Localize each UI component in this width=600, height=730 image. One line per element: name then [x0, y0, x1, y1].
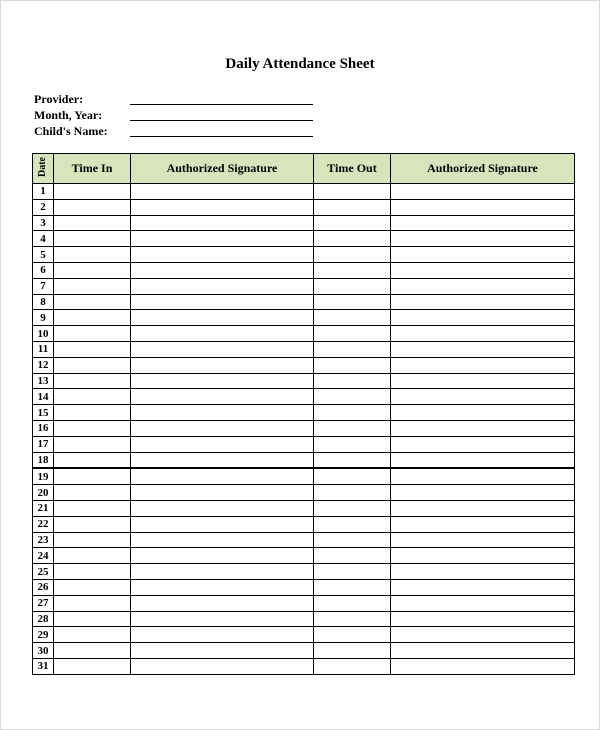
signature-in-cell[interactable]: [131, 452, 314, 468]
signature-in-cell[interactable]: [131, 357, 314, 373]
time-out-cell[interactable]: [314, 294, 391, 310]
time-out-cell[interactable]: [314, 532, 391, 548]
time-out-cell[interactable]: [314, 420, 391, 436]
signature-in-cell[interactable]: [131, 215, 314, 231]
day-number: 13: [33, 373, 54, 389]
day-number: 26: [33, 579, 54, 595]
time-in-cell[interactable]: [54, 326, 131, 342]
time-out-cell[interactable]: [314, 595, 391, 611]
signature-in-cell[interactable]: [131, 294, 314, 310]
signature-in-cell[interactable]: [131, 516, 314, 532]
table-row: [33, 405, 575, 421]
signature-in-cell[interactable]: [131, 262, 314, 278]
day-number: 21: [33, 500, 54, 516]
child-name-input-line[interactable]: [130, 136, 313, 137]
time-out-cell[interactable]: [314, 278, 391, 294]
info-fields: [34, 90, 324, 138]
day-number: 23: [33, 532, 54, 548]
signature-out-cell[interactable]: [391, 231, 575, 247]
signature-in-cell[interactable]: [131, 341, 314, 357]
time-in-cell[interactable]: [54, 516, 131, 532]
signature-in-cell[interactable]: [131, 468, 314, 484]
day-number: 27: [33, 595, 54, 611]
time-in-cell[interactable]: [54, 373, 131, 389]
time-in-cell[interactable]: [54, 579, 131, 595]
time-out-cell[interactable]: [314, 485, 391, 501]
signature-in-cell[interactable]: [131, 405, 314, 421]
day-number: 6: [33, 262, 54, 278]
signature-out-cell[interactable]: [391, 548, 575, 564]
signature-out-cell[interactable]: [391, 643, 575, 659]
signature-in-cell[interactable]: [131, 278, 314, 294]
table-row: [33, 611, 575, 627]
time-out-cell[interactable]: [314, 310, 391, 326]
day-number: 11: [33, 341, 54, 357]
day-number: 14: [33, 389, 54, 405]
time-out-cell[interactable]: [314, 341, 391, 357]
time-out-cell[interactable]: [314, 643, 391, 659]
day-number: 28: [33, 611, 54, 627]
signature-out-cell[interactable]: [391, 611, 575, 627]
time-in-cell[interactable]: [54, 215, 131, 231]
signature-in-cell[interactable]: [131, 436, 314, 452]
signature-out-cell[interactable]: [391, 658, 575, 674]
time-in-cell[interactable]: [54, 184, 131, 200]
signature-out-cell[interactable]: [391, 452, 575, 468]
table-row: [33, 341, 575, 357]
time-in-cell[interactable]: [54, 405, 131, 421]
time-in-cell[interactable]: [54, 532, 131, 548]
signature-in-cell[interactable]: [131, 247, 314, 263]
time-out-cell[interactable]: [314, 326, 391, 342]
time-in-cell[interactable]: [54, 485, 131, 501]
signature-out-cell[interactable]: [391, 627, 575, 643]
signature-out-cell[interactable]: [391, 310, 575, 326]
signature-in-cell[interactable]: [131, 627, 314, 643]
signature-in-cell[interactable]: [131, 658, 314, 674]
signature-in-cell[interactable]: [131, 548, 314, 564]
child-name-field: [34, 122, 324, 138]
table-row: [33, 231, 575, 247]
time-in-cell[interactable]: [54, 310, 131, 326]
time-out-cell[interactable]: [314, 468, 391, 484]
signature-in-cell[interactable]: [131, 532, 314, 548]
time-in-cell[interactable]: [54, 341, 131, 357]
signature-out-cell[interactable]: [391, 436, 575, 452]
signature-in-cell[interactable]: [131, 485, 314, 501]
table-row: [33, 564, 575, 580]
signature-out-cell[interactable]: [391, 564, 575, 580]
day-number: 2: [33, 199, 54, 215]
table-row: [33, 294, 575, 310]
signature-out-cell[interactable]: [391, 278, 575, 294]
signature-out-cell[interactable]: [391, 373, 575, 389]
time-out-cell[interactable]: [314, 627, 391, 643]
time-in-cell[interactable]: [54, 564, 131, 580]
time-in-cell[interactable]: [54, 420, 131, 436]
day-number: 12: [33, 357, 54, 373]
table-row: [33, 516, 575, 532]
table-row: [33, 420, 575, 436]
month-year-input-line[interactable]: [130, 120, 313, 121]
table-row: [33, 326, 575, 342]
time-out-cell[interactable]: [314, 215, 391, 231]
signature-out-cell[interactable]: [391, 184, 575, 200]
signature-out-cell[interactable]: [391, 215, 575, 231]
day-number: 20: [33, 485, 54, 501]
signature-out-cell[interactable]: [391, 357, 575, 373]
table-row: [33, 310, 575, 326]
signature-in-cell[interactable]: [131, 310, 314, 326]
table-row: [33, 184, 575, 200]
signature-out-cell[interactable]: [391, 262, 575, 278]
time-out-cell[interactable]: [314, 564, 391, 580]
time-out-cell[interactable]: [314, 184, 391, 200]
signature-out-cell[interactable]: [391, 420, 575, 436]
month-year-field: [34, 106, 324, 122]
signature-out-cell[interactable]: [391, 516, 575, 532]
signature-out-cell[interactable]: [391, 500, 575, 516]
table-row: [33, 278, 575, 294]
day-number: 1: [33, 184, 54, 200]
signature-in-cell[interactable]: [131, 326, 314, 342]
time-in-cell[interactable]: [54, 278, 131, 294]
signature-in-cell[interactable]: [131, 231, 314, 247]
time-out-cell[interactable]: [314, 548, 391, 564]
table-row: [33, 643, 575, 659]
signature-in-cell[interactable]: [131, 184, 314, 200]
day-number: 30: [33, 643, 54, 659]
day-number: 5: [33, 247, 54, 263]
day-number: 19: [33, 468, 54, 484]
time-in-cell[interactable]: [54, 611, 131, 627]
signature-out-cell[interactable]: [391, 595, 575, 611]
provider-input-line[interactable]: [130, 104, 313, 105]
page-title: Daily Attendance Sheet: [225, 56, 375, 72]
time-in-cell[interactable]: [54, 643, 131, 659]
day-number: 8: [33, 294, 54, 310]
time-out-cell[interactable]: [314, 357, 391, 373]
table-row: [33, 579, 575, 595]
signature-out-cell[interactable]: [391, 579, 575, 595]
signature-out-cell[interactable]: [391, 468, 575, 484]
day-number: 3: [33, 215, 54, 231]
time-in-cell[interactable]: [54, 658, 131, 674]
signature-in-cell[interactable]: [131, 643, 314, 659]
signature-out-cell[interactable]: [391, 389, 575, 405]
table-row: [33, 468, 575, 484]
attendance-table: [32, 153, 575, 675]
day-number: 15: [33, 405, 54, 421]
time-out-cell[interactable]: [314, 658, 391, 674]
time-out-cell[interactable]: [314, 516, 391, 532]
signature-out-header: Authorized Signature: [391, 154, 575, 184]
signature-out-cell[interactable]: [391, 247, 575, 263]
time-out-cell[interactable]: [314, 373, 391, 389]
signature-out-cell[interactable]: [391, 199, 575, 215]
day-number: 25: [33, 564, 54, 580]
time-in-cell[interactable]: [54, 262, 131, 278]
table-row: [33, 215, 575, 231]
provider-label: Provider:: [34, 92, 84, 106]
time-out-cell[interactable]: [314, 452, 391, 468]
time-in-cell[interactable]: [54, 389, 131, 405]
table-row: [33, 373, 575, 389]
table-row: [33, 627, 575, 643]
day-number: 17: [33, 436, 54, 452]
signature-in-cell[interactable]: [131, 595, 314, 611]
time-in-cell[interactable]: [54, 294, 131, 310]
provider-field: [34, 90, 324, 106]
time-out-cell[interactable]: [314, 611, 391, 627]
signature-out-cell[interactable]: [391, 405, 575, 421]
time-in-cell[interactable]: [54, 452, 131, 468]
day-number: 24: [33, 548, 54, 564]
signature-in-cell[interactable]: [131, 500, 314, 516]
signature-out-cell[interactable]: [391, 294, 575, 310]
table-row: [33, 262, 575, 278]
time-out-cell[interactable]: [314, 405, 391, 421]
signature-out-cell[interactable]: [391, 485, 575, 501]
time-in-header: Time In: [54, 154, 131, 184]
table-row: [33, 500, 575, 516]
time-out-header: Time Out: [314, 154, 391, 184]
signature-in-cell[interactable]: [131, 199, 314, 215]
signature-in-cell[interactable]: [131, 579, 314, 595]
signature-in-cell[interactable]: [131, 389, 314, 405]
signature-in-cell[interactable]: [131, 373, 314, 389]
signature-in-cell[interactable]: [131, 420, 314, 436]
signature-out-cell[interactable]: [391, 341, 575, 357]
table-row: [33, 485, 575, 501]
date-header: Date: [33, 154, 54, 184]
child-name-label: Child's Name:: [34, 124, 108, 138]
time-in-cell[interactable]: [54, 500, 131, 516]
time-in-cell[interactable]: [54, 468, 131, 484]
time-out-cell[interactable]: [314, 389, 391, 405]
time-in-cell[interactable]: [54, 595, 131, 611]
time-in-cell[interactable]: [54, 436, 131, 452]
day-number: 9: [33, 310, 54, 326]
day-number: 31: [33, 658, 54, 674]
day-number: 10: [33, 326, 54, 342]
table-row: [33, 436, 575, 452]
signature-in-cell[interactable]: [131, 611, 314, 627]
signature-out-cell[interactable]: [391, 326, 575, 342]
time-out-cell[interactable]: [314, 199, 391, 215]
day-number: 4: [33, 231, 54, 247]
month-year-label: Month, Year:: [34, 108, 103, 122]
day-number: 18: [33, 452, 54, 468]
day-number: 22: [33, 516, 54, 532]
time-in-cell[interactable]: [54, 357, 131, 373]
table-row: [33, 595, 575, 611]
day-number: 7: [33, 278, 54, 294]
table-row: [33, 548, 575, 564]
signature-in-cell[interactable]: [131, 564, 314, 580]
table-row: [33, 658, 575, 674]
signature-out-cell[interactable]: [391, 532, 575, 548]
time-out-cell[interactable]: [314, 436, 391, 452]
table-row: [33, 357, 575, 373]
time-in-cell[interactable]: [54, 231, 131, 247]
day-number: 16: [33, 420, 54, 436]
time-in-cell[interactable]: [54, 199, 131, 215]
table-row: [33, 452, 575, 468]
time-in-cell[interactable]: [54, 548, 131, 564]
time-out-cell[interactable]: [314, 500, 391, 516]
time-out-cell[interactable]: [314, 247, 391, 263]
time-in-cell[interactable]: [54, 247, 131, 263]
signature-in-header: Authorized Signature: [131, 154, 314, 184]
table-header-row: [33, 154, 575, 184]
time-out-cell[interactable]: [314, 231, 391, 247]
day-number: 29: [33, 627, 54, 643]
time-out-cell[interactable]: [314, 579, 391, 595]
table-row: [33, 389, 575, 405]
table-row: [33, 532, 575, 548]
table-row: [33, 199, 575, 215]
table-row: [33, 247, 575, 263]
time-in-cell[interactable]: [54, 627, 131, 643]
time-out-cell[interactable]: [314, 262, 391, 278]
